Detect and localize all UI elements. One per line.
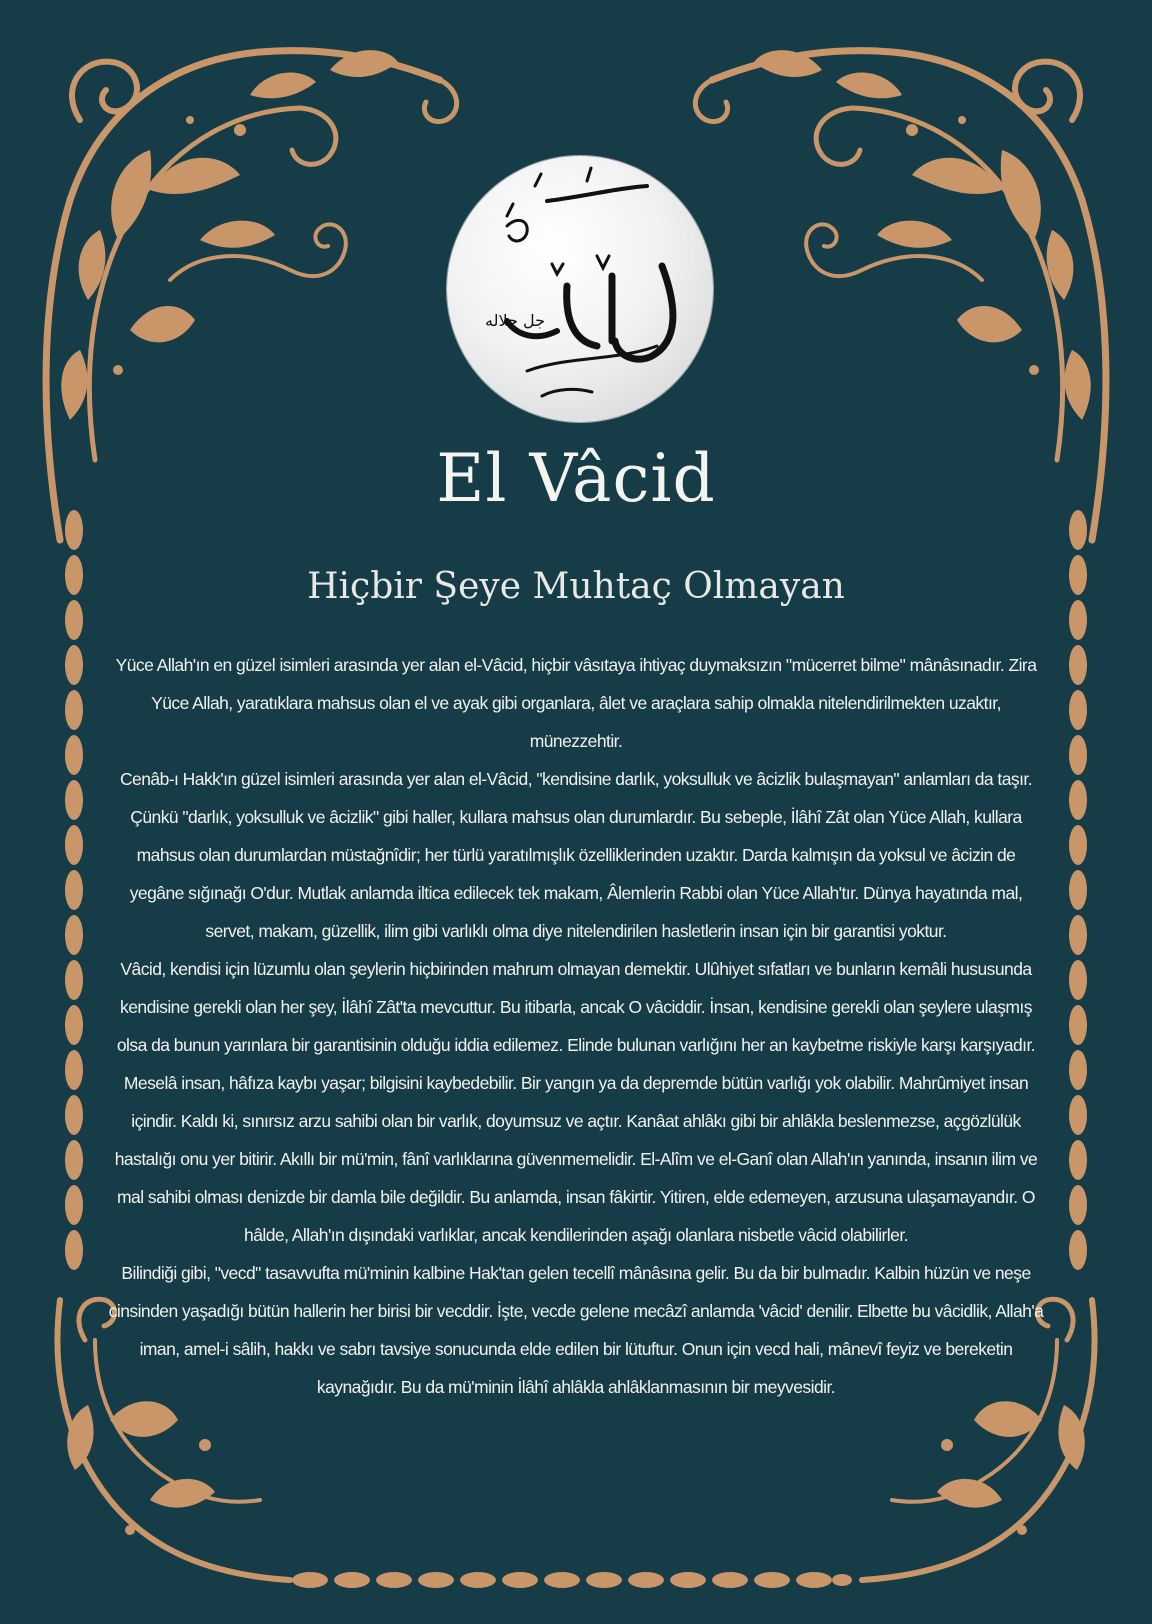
honorific-text: جل جلاله	[485, 311, 545, 330]
page-subtitle: Hiçbir Şeye Muhtaç Olmayan	[307, 566, 845, 607]
calligraphy-emblem	[447, 156, 713, 422]
body-text	[108, 646, 1044, 1406]
paragraph-1: Yüce Allah'ın en güzel isimleri arasında yer alan el-Vâcid, hiçbir vâsıtaya ihtiyaç duymaksızın "mücerret bilme" mânâsınadır. Zira Yüce Allah, yaratıklara mahsus olan el ve ayak gibi organlara, âlet ve araçlara sahip olmakla nitelendirilmekten uzaktır, münezzehtir.	[115, 655, 1037, 751]
paragraph-2: Cenâb-ı Hakk'ın güzel isimleri arasında yer alan el-Vâcid, "kendisine darlık, yoksulluk ve âcizlik bulaşmayan" anlamları da taşır. Çünkü "darlık, yoksulluk ve âcizlik" gibi haller, kullara mahsus olan durumlardır. Bu sebeple, İlâhî Zât olan Yüce Allah, kullara mahsus olan durumlardan müstağnîdir; her türlü yaratılmışlık özelliklerinden uzaktır. Darda kalmışın da yoksul ve âcizin de yegâne sığınağı O'dur. Mutlak anlamda iltica edilecek tek makam, Âlemlerin Rabbi olan Yüce Allah'tır. Dünya hayatında mal, servet, makam, güzellik, ilim gibi varlıklı olma diye nitelendirilen hasletlerin insan için bir garantisi yoktur.	[119, 769, 1033, 941]
page-title: El Vâcid	[436, 440, 716, 517]
calligraphy-art	[447, 156, 713, 422]
paragraph-3: Vâcid, kendisi için lüzumlu olan şeylerin hiçbirinden mahrum olmayan demektir. Ulûhiyet sıfatları ve bunların kemâli hususunda kendisine gerekli olan her şey, İlâhî Zât'ta mevcuttur. Bu itibarla, ancak O vâciddir. İnsan, kendisine gerekli olan şeylere ulaşmış olsa da bunun yarınlara bir garantisinin olduğu iddia edilemez. Elinde bulunan varlığını her an kaybetme riskiyle karşı karşıyadır. Meselâ insan, hâfıza kaybı yaşar; bilgisini kaybedebilir. Bir yangın ya da depremde bütün varlığı yok olabilir. Mahrûmiyet insan içindir. Kaldı ki, sınırsız arzu sahibi olan bir varlık, doyumsuz ve açtır. Kanâat ahlâkı gibi bir ahlâkla beslenmezse, açgözlülük hastalığı onu yer bitirir. Akıllı bir mü'min, fânî varlıklarına güvenmemelidir. El-Alîm ve el-Ganî olan Allah'ın yanında, insanın ilim ve mal sahibi olması denizde bir damla bile değildir. Bu anlamda, insan fâkirtir. Yitiren, elde edemeyen, arzusuna ulaşamayandır. O hâlde, Allah'ın dışındaki varlıklar, ancak kendilerinden aşağı olanlara nisbetle vâcid olabilirler.	[114, 959, 1038, 1245]
paragraph-4: Bilindiği gibi, "vecd" tasavvufta mü'minin kalbine Hak'tan gelen tecellî mânâsına gelir. Bu da bir bulmadır. Kalbin hüzün ve neşe cinsinden yaşadığı bütün hallerin her birisi bir vecddir. İşte, vecde gelene mecâzî anlamda 'vâcid' denilir. Elbette bu vâcidlik, Allah'a iman, amel-i sâlih, hakkı ve sabrı tavsiye sonucunda elde edilen bir lütuftur. Onun için vecd hali, mânevî feyiz ve bereketin kaynağıdır. Bu da mü'minin İlâhî ahlâkla ahlâklanmasının bir meyvesidir.	[108, 1263, 1044, 1397]
